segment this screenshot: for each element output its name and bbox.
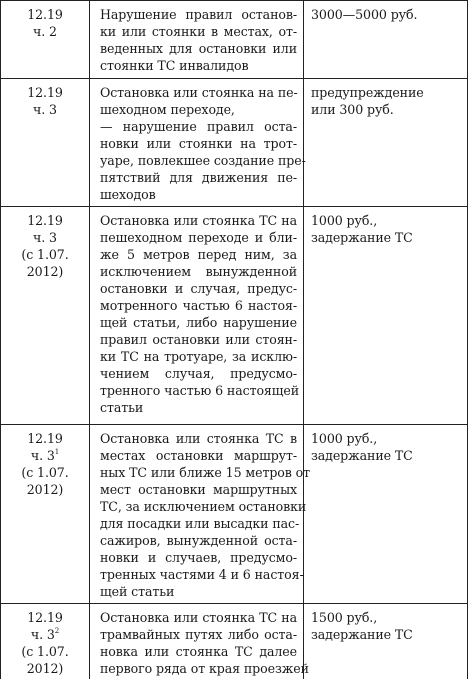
penalty-line: 1000 руб., <box>311 431 378 446</box>
penalty-cell <box>304 425 468 604</box>
penalty-line: 3000—5000 руб. <box>311 7 418 22</box>
description-line: Остановка или стоянка на пе- <box>100 85 298 100</box>
article-line: 12.19 <box>27 431 63 446</box>
description-line: тренного частью 6 настоящей <box>100 383 300 398</box>
description-cell <box>90 425 311 604</box>
article-line <box>3 626 87 643</box>
description-line: местах остановки маршрут- <box>100 448 297 463</box>
description-line: остановки и случая, предус- <box>100 281 297 296</box>
article-cell <box>1 79 90 207</box>
description-line: — нарушение правил оста- <box>100 119 297 134</box>
description-line: трамвайных путях либо оста- <box>100 627 297 642</box>
article-line: 12.19 <box>27 213 63 228</box>
description-line: пятствий для движения пе- <box>100 170 297 185</box>
article-superscript: 1 <box>54 448 60 456</box>
penalty-line: предупреждение <box>311 85 424 100</box>
description-line: новки и случаев, предусмо- <box>100 550 297 565</box>
table-row <box>1 207 468 425</box>
description-line: Остановка или стоянка ТС на <box>100 610 297 625</box>
description-line: мест остановки маршрутных <box>100 482 297 497</box>
article-line: ч. 2 <box>33 24 57 39</box>
table-row <box>1 79 468 207</box>
description-line: стоянки ТС инвалидов <box>100 58 249 73</box>
description-line: тренных частями 4 и 6 настоя- <box>100 567 304 582</box>
description-line: статьи <box>100 400 144 415</box>
penalty-line: задержание ТС <box>311 230 413 245</box>
article-cell <box>1 425 90 604</box>
description-line: Остановка или стоянка ТС на <box>100 213 297 228</box>
description-line: веденных для остановки или <box>100 41 297 56</box>
article-part: ч. 3 <box>30 448 55 463</box>
description-line: щей статьи, либо нарушение <box>100 315 297 330</box>
article-cell <box>1 1 90 79</box>
description-line: ки ТС на тротуаре, за исклю- <box>100 349 297 364</box>
description-line: для посадки или высадки пас- <box>100 516 300 531</box>
article-line: 12.19 <box>27 85 63 100</box>
article-line: 12.19 <box>27 7 63 22</box>
penalty-cell <box>304 1 468 79</box>
description-line: ки или стоянки в местах, от- <box>100 24 297 39</box>
penalty-line: или 300 руб. <box>311 102 394 117</box>
penalty-line: задержание ТС <box>311 627 413 642</box>
table-row <box>1 425 468 604</box>
penalty-cell <box>304 604 468 679</box>
description-line: Остановка или стоянка ТС в <box>100 431 297 446</box>
description-line: правил остановки или стоян- <box>100 332 297 347</box>
article-line: 2012) <box>26 482 64 497</box>
description-line: чением случая, предусмо- <box>100 366 297 381</box>
description-line: первого ряда от края проезжей <box>100 661 309 676</box>
description-line: исключением вынужденной <box>100 264 297 279</box>
description-cell <box>90 79 304 207</box>
description-line: уаре, повлекшее создание пре- <box>100 153 306 168</box>
description-cell <box>90 1 304 79</box>
description-line: щей статьи <box>100 584 175 599</box>
article-line: 2012) <box>26 661 64 676</box>
penalty-cell <box>304 207 468 425</box>
description-line: же 5 метров перед ним, за <box>100 247 297 262</box>
description-line: Нарушение правил останов- <box>100 7 297 22</box>
article-line: (с 1.07. <box>21 644 69 659</box>
description-line: новка или стоянка ТС далее <box>100 644 297 659</box>
article-line: ч. 3 <box>33 230 57 245</box>
article-line: 2012) <box>26 264 64 279</box>
description-line: новки или стоянки на трот- <box>100 136 297 151</box>
description-cell <box>90 604 309 679</box>
article-superscript: 2 <box>54 627 60 635</box>
description-line: ных ТС или ближе 15 метров от <box>100 465 311 480</box>
description-line: шеходов <box>100 187 156 202</box>
table-row <box>1 604 468 679</box>
description-line: пешеходном переходе и бли- <box>100 230 297 245</box>
article-line: (с 1.07. <box>21 465 69 480</box>
article-line: (с 1.07. <box>21 247 69 262</box>
description-line: сажиров, вынужденной оста- <box>100 533 297 548</box>
table-row <box>1 1 468 79</box>
description-line: ТС, за исключением остановки <box>100 499 307 514</box>
description-line: шеходном переходе, <box>100 102 235 117</box>
article-cell <box>1 604 90 679</box>
penalty-cell <box>304 79 468 207</box>
article-part: ч. 3 <box>30 627 55 642</box>
article-line: 12.19 <box>27 610 63 625</box>
penalty-line: 1000 руб., <box>311 213 378 228</box>
article-cell <box>1 207 90 425</box>
article-line: ч. 3 <box>33 102 57 117</box>
description-cell <box>90 207 304 425</box>
description-line: мотренного частью 6 настоя- <box>100 298 297 313</box>
article-line <box>3 447 87 464</box>
penalty-line: 1500 руб., <box>311 610 378 625</box>
penalty-line: задержание ТС <box>311 448 413 463</box>
